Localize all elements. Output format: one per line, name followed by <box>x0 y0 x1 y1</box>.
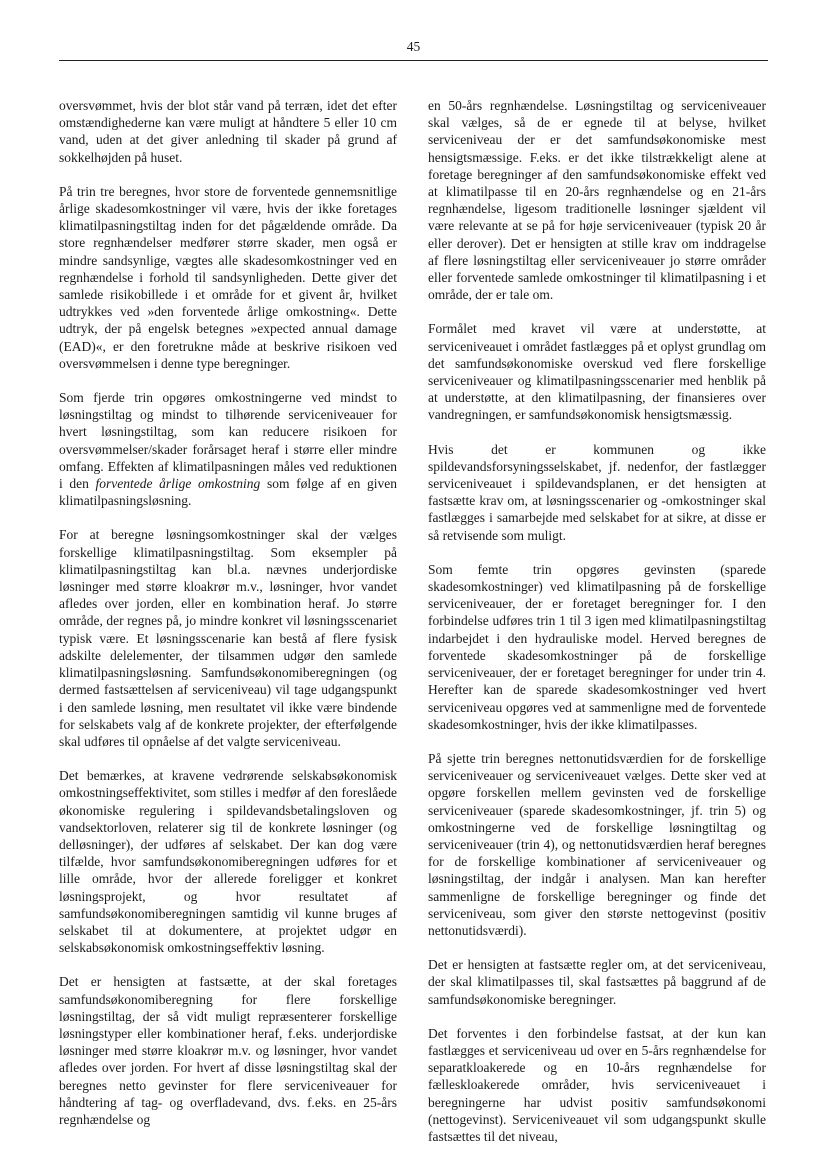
paragraph: Som femte trin opgøres gevinsten (sparede skadesomkostninger) ved klimatilpasning på de forskellige serviceniveauer, der er foretaget beregninger for. I den forbindelse udføres trin 1 til 3 igen med klimatilpasningstiltag indarbejdet i den hydrauliske model. Herved beregnes de forventede skadesomkostninger på de forskellige serviceniveauer, der er foretaget beregninger for under trin 4. Herefter kan de sparede skadesomkostninger ved hvert serviceniveau opgøres ved at sammenligne med de forventede skadesomkostninger, hvis der ikke klimatilpasses. <box>428 561 766 732</box>
paragraph: Det bemærkes, at kravene vedrørende selskabsøkonomisk omkostningseffektivitet, som stilles i medfør af den foreslåede økonomiske regulering i spildevandsbetalingsloven og vandsektorloven, relaterer sig til de konkrete løsninger (og delløsninger), der udføres af selskabet. Der kan dog være tilfælde, hvor samfundsøkonomiberegningen udføres for et lille område, hvor der allerede foreligger et konkret løsningsprojekt, og hvor resultatet af samfundsøkonomiberegningen samtidig vil kunne bruges af selskabet til at dokumentere, at projektet udgør en selskabsøkonomisk omkostningseffektiv løsning. <box>59 768 397 956</box>
right-column <box>428 97 766 1145</box>
paragraph: Det er hensigten at fastsætte regler om, at det serviceniveau, der skal klimatilpasses til, skal fastsættes på baggrund af de samfundsøkonomiske beregninger. <box>428 957 766 1007</box>
paragraph-text: som følge af en given klimatilpasningsløsning. <box>59 476 398 509</box>
paragraph: På sjette trin beregnes nettonutidsværdien for de forskellige serviceniveauer og serviceniveauet vælges. Dette sker ved at opgøre forskellen mellem gevinsten ved de forskellige serviceniveauer (sparede skadesomkostninger, jf. trin 5) og omkostningerne ved de forskellige løsningtiltag og serviceniveauer (trin 4), og nettonutidsværdien heraf beregnes for de forskellige kombinationer af serviceniveauer og løsningstiltag, der indgår i analysen. Man kan herefter sammenligne de forskellige beregninger og finde det serviceniveau, som giver den største nettogevinst (positiv nettonutidsværdi). <box>428 750 766 938</box>
paragraph: Hvis det er kommunen og ikke spildevandsforsyningsselskabet, jf. nedenfor, der fastlægger serviceniveauet i spildevandsplanen, er det hensigten at fastsætte krav om, at løsningsscenarier og -omkostninger skal fastlægges i samarbejde med selskabet for at sikre, at disse er så retvisende som muligt. <box>428 441 766 543</box>
paragraph: Det er hensigten at fastsætte, at der skal foretages samfundsøkonomiberegning for flere forskellige løsningstiltag, der så vidt muligt repræsenterer forskellige løsningstyper eller kombinationer heraf, f.eks. underjordiske løsninger med større kloakrør m.v. og løsninger, hvor vandet afledes over jorden. For hvert af disse løsningstiltag skal der beregnes netto gevinster for flere serviceniveauer for håndtering af tag- og overfladevand, dvs. f.eks. en 25-års regnhændelse og <box>59 974 397 1127</box>
paragraph: For at beregne løsningsomkostninger skal der vælges forskellige klimatilpasningstiltag. Som eksempler på klimatilpasningstiltag kan bl.a. nævnes underjordiske løsninger med større kloakrør m.v., løsninger, hvor vandet afledes over jorden, eller en kombination heraf. Jo større område, der regnes på, jo mindre konkret vil løsningsscenariet typisk være. Et løsningsscenarie kan bestå af flere fysisk adskilte delelementer, der tilsammen udgør den samlede klimatilpasningsløsning. Samfundsøkonomiberegningen (og dermed fastsættelsen af serviceniveau) vil tage udgangspunkt i den samlede løsning, men resultatet vil ikke være bindende for selskabets valg af de konkrete projekter, der efterfølgende skal udføres til opnåelse af det valgte serviceniveau. <box>59 527 397 749</box>
paragraph: oversvømmet, hvis der blot står vand på terræn, idet det efter omstændighederne kan være muligt at håndtere 5 eller 10 cm vand, uden at det giver anledning til skader på grund af sokkelhøjden på huset. <box>59 98 397 165</box>
paragraph-text: Som fjerde trin opgøres omkostningerne ved mindst to løsningstiltag og mindst to tilhørende serviceniveauer for hvert løsningstiltag, som kan reducere risikoen for oversvømmelser/skader forårsaget heraf i større eller mindre omfang. Effekten af klimatilpasningen måles ved reduktionen i den <box>59 390 397 492</box>
page-number: 45 <box>406 39 421 54</box>
paragraph: På trin tre beregnes, hvor store de forventede gennemsnitlige årlige skadesomkostninger vil være, hvis der ikke foretages klimatilpasningstiltag inden for det pågældende område. Da store regnhændelser medfører større skader, men også er mindre sandsynlige, vægtes alle skadesomkostninger ved en regnhændelse i forhold til sandsynligheden. Dette giver det samlede risikobillede i et område for et givent år, hvilket udtrykkes ved »den forventede årlige omkostning«. Dette udtryk, der på engelsk betegnes »expected annual damage (EAD)«, er den foretrukne måde at beskrive risikoen ved oversvømmelsen i denne type beregninger. <box>59 183 397 371</box>
paragraph: Det forventes i den forbindelse fastsat, at der kun kan fastlægges et serviceniveau ud over en 5-års regnhændelse for separatkloakerede og en 10-års regnhændelse for fælleskloakerede områder, hvis serviceniveauet i beregningerne har udvist positiv samfundsøkonomi (nettogevinst). Serviceniveauet vil som udgangspunkt skulle fastsættes til det niveau, <box>428 1025 766 1144</box>
left-column <box>59 97 397 1128</box>
paragraph <box>59 389 397 509</box>
paragraph: en 50-års regnhændelse. Løsningstiltag og serviceniveauer skal vælges, så de er egnede til at belyse, hvilket serviceniveau der er det samfundsøkonomiske mest hensigtsmæssige. F.eks. er det ikke tilstrækkeligt alene at foretage beregninger af den samfundsøkonomiske effekt ved at klimatilpasse til en 20-års regnhændelse og en 21-års regnhændelse, ligesom traditionelle løsninger sjældent vil være relevante at se på for høje serviceniveauer (typisk 20 år eller derover). Det er hensigten at stille krav om inddragelse af flere løsningstiltag eller serviceniveauer jo større områder eller forventede samlede omkostninger til klimatilpasning i et område, der er tale om. <box>428 98 766 303</box>
header-rule <box>59 60 768 61</box>
paragraph: Formålet med kravet vil være at understøtte, at serviceniveauet i området fastlægges på et oplyst grundlag om det samfundsøkonomiske overskud ved flere forskellige serviceniveauer og klimatilpasningsscenarier med henblik på at understøtte, at den klimatilpasning, der finansieres over vandregningen, er samfundsøkonomisk hensigtsmæssig. <box>428 321 766 423</box>
italic-term: forventede årlige omkostning <box>95 476 261 492</box>
